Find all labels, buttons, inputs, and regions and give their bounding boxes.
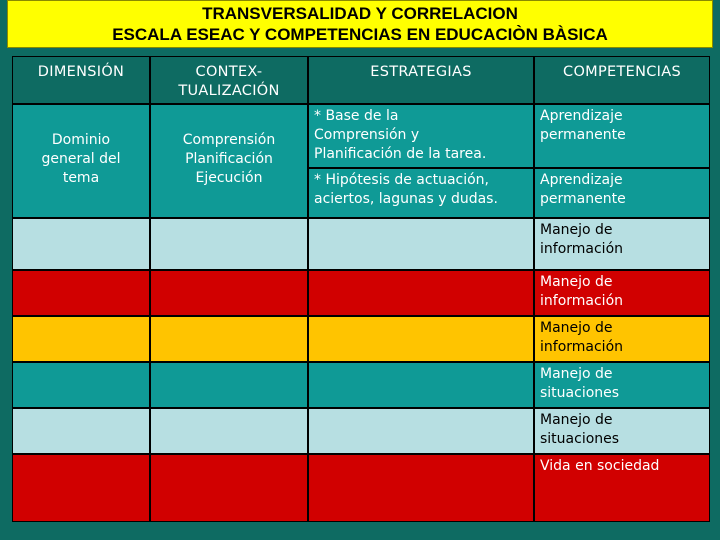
row-6-competencia [534,408,710,454]
row-4-competencia-line-1: Manejo de [540,320,613,336]
title-line-2: ESCALA ESEAC Y COMPETENCIAS EN EDUCACIÒN BÀSICA [112,25,608,44]
row-4-competencia-line-2: información [540,339,624,355]
contexto-line-3: Ejecución [195,170,263,186]
row-3-dimension [12,270,150,316]
header-dimension-label: DIMENSIÓN [37,64,125,80]
row-2-competencia-line-2: información [540,241,624,257]
correlation-table [12,56,710,522]
dimension-cell [12,104,150,218]
row-2-dimension [12,218,150,270]
estrategia-a-line-2: Comprensión y [314,127,420,143]
header-competencias [534,56,710,104]
row-7-dimension [12,454,150,522]
row-7-competencia [534,454,710,522]
header-contexto-line-1: CONTEX- [195,64,263,80]
row-2-estrategia [308,218,534,270]
row-5-competencia-line-1: Manejo de [540,366,613,382]
row-2-competencia-line-1: Manejo de [540,222,613,238]
estrategia-b-line-2: aciertos, lagunas y dudas. [314,191,498,207]
estrategia-a-line-1: * Base de la [314,108,399,124]
competencia-a-line-2: permanente [540,127,626,143]
competencia-b-line-1: Aprendizaje [540,172,623,188]
contexto-line-1: Comprensión [182,132,276,148]
header-estrategias-label: ESTRATEGIAS [370,64,472,80]
header-competencias-label: COMPETENCIAS [563,64,681,80]
row-5-dimension [12,362,150,408]
header-contextualizacion [150,56,308,104]
row-7-estrategia [308,454,534,522]
slide-title [7,0,713,48]
title-line-1: TRANSVERSALIDAD Y CORRELACION [202,4,518,23]
row-5-contexto [150,362,308,408]
row-6-competencia-line-2: situaciones [540,431,620,447]
competencia-b-line-2: permanente [540,191,626,207]
header-dimension [12,56,150,104]
competencia-b-cell [534,168,710,218]
row-3-competencia [534,270,710,316]
header-estrategias [308,56,534,104]
row-5-competencia [534,362,710,408]
row-7-competencia-line-1: Vida en sociedad [540,458,660,474]
row-3-competencia-line-1: Manejo de [540,274,613,290]
dimension-line-3: tema [62,170,100,186]
row-3-competencia-line-2: información [540,293,624,309]
row-4-competencia [534,316,710,362]
row-7-contexto [150,454,308,522]
row-4-dimension [12,316,150,362]
row-4-contexto [150,316,308,362]
row-2-contexto [150,218,308,270]
row-2-competencia [534,218,710,270]
row-6-dimension [12,408,150,454]
contexto-cell [150,104,308,218]
row-6-competencia-line-1: Manejo de [540,412,613,428]
estrategia-a-line-3: Planificación de la tarea. [314,146,487,162]
contexto-line-2: Planificación [185,151,273,167]
estrategia-b-line-1: * Hipótesis de actuación, [314,172,489,188]
row-6-estrategia [308,408,534,454]
estrategia-a-cell [308,104,534,168]
competencia-a-cell [534,104,710,168]
dimension-line-2: general del [41,151,121,167]
dimension-line-1: Dominio [51,132,111,148]
row-6-contexto [150,408,308,454]
row-5-estrategia [308,362,534,408]
estrategia-b-cell [308,168,534,218]
header-contexto-line-2: TUALIZACIÓN [178,83,280,99]
row-3-estrategia [308,270,534,316]
row-3-contexto [150,270,308,316]
row-5-competencia-line-2: situaciones [540,385,620,401]
row-4-estrategia [308,316,534,362]
competencia-a-line-1: Aprendizaje [540,108,623,124]
